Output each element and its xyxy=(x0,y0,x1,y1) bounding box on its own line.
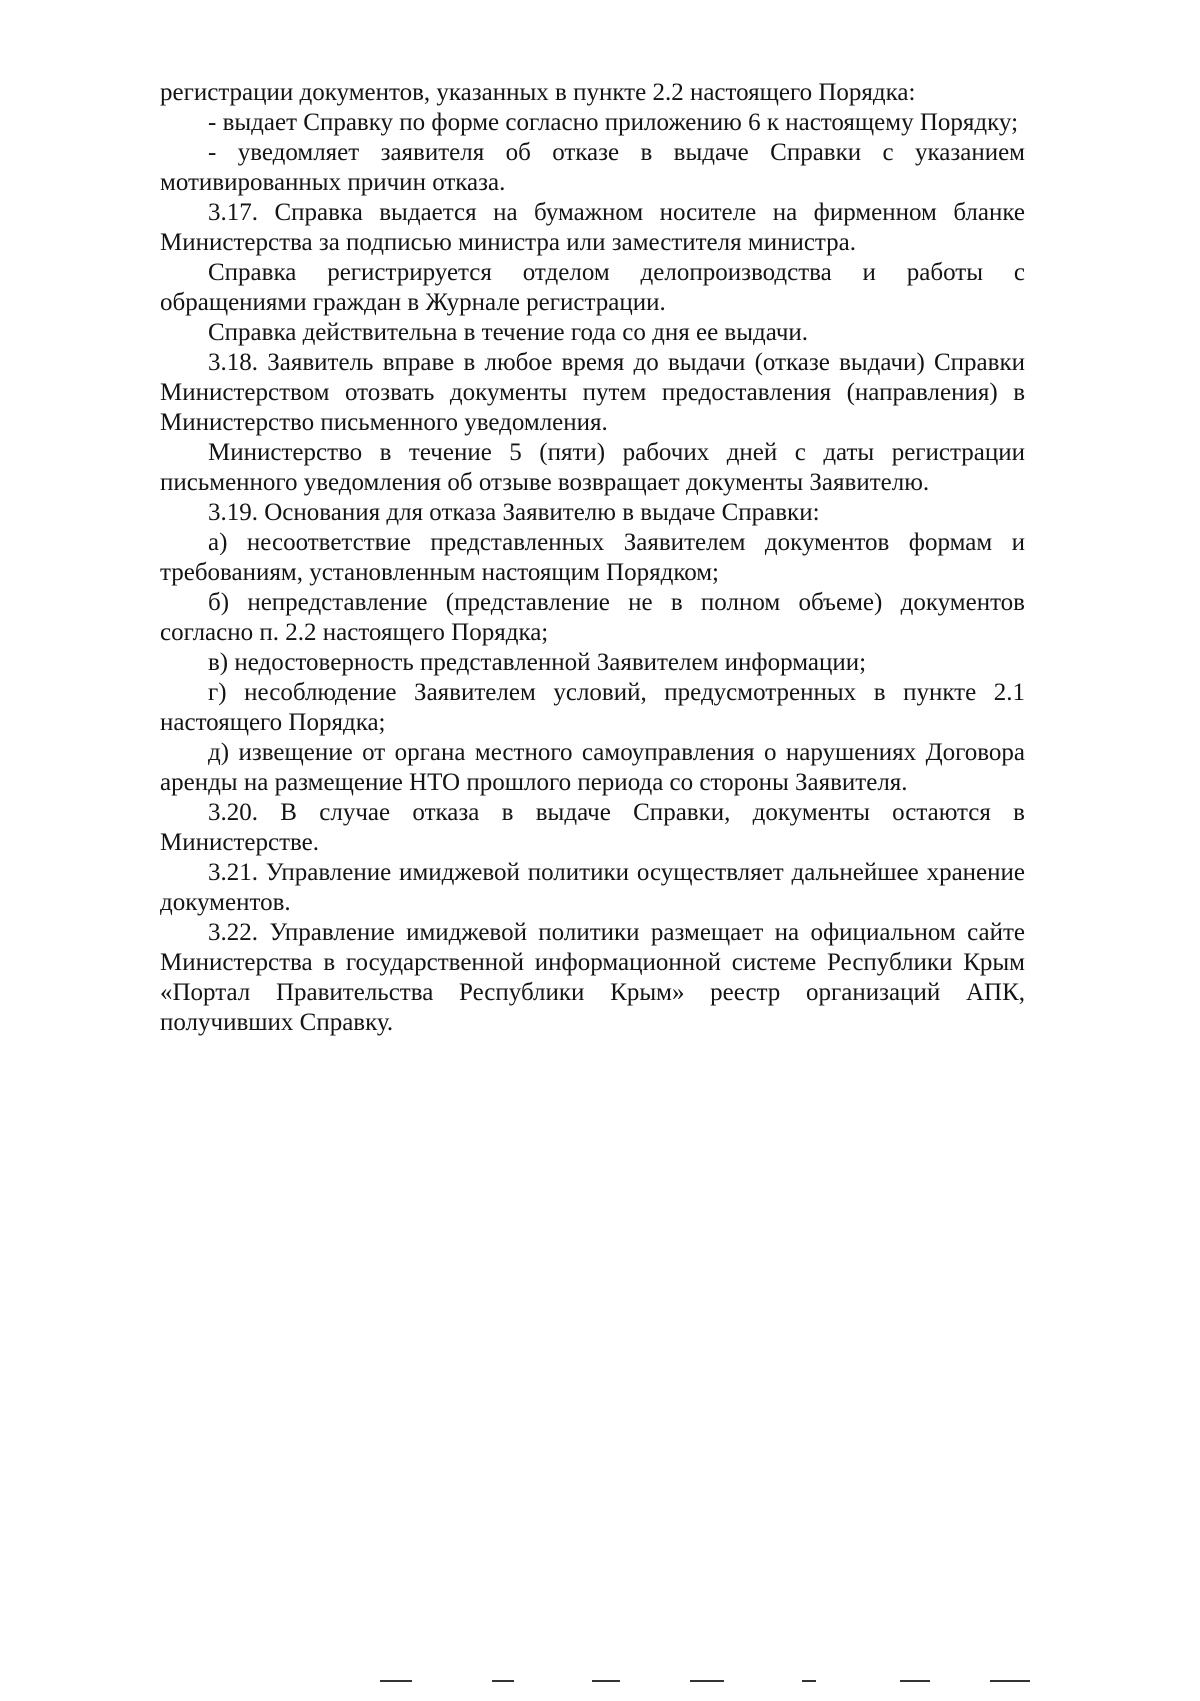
paragraph-item-d: д) извещение от органа местного самоуправления о нарушениях Договора аренды на размещение НТО прошлого периода со стороны Заявителя. xyxy=(160,739,1025,796)
paragraph-registration: Справка регистрируется отделом делопроизводства и работы с обращениями граждан в Журнале регистрации. xyxy=(160,259,1025,316)
paragraph-3-22: 3.22. Управление имиджевой политики размещает на официальном сайте Министерства в государственной информационной системе Республики Крым «Портал Правительства Республики Крым» реестр организаций АПК, получивших Справку. xyxy=(160,919,1025,1036)
paragraph-validity: Справка действительна в течение года со дня ее выдачи. xyxy=(208,319,809,346)
scan-edge-marks xyxy=(0,1680,1200,1684)
scan-mark xyxy=(380,1680,412,1682)
paragraph-3-18: 3.18. Заявитель вправе в любое время до выдачи (отказе выдачи) Справки Министерством отозвать документы путем предоставления (направления) в Министерство письменного уведомления. xyxy=(160,349,1025,436)
scan-mark xyxy=(690,1680,724,1682)
scan-mark xyxy=(492,1680,514,1682)
paragraph-notify-refusal: - уведомляет заявителя об отказе в выдаче Справки с указанием мотивированных причин отказа. xyxy=(160,139,1025,196)
paragraph-3-20: 3.20. В случае отказа в выдаче Справки, документы остаются в Министерстве. xyxy=(160,799,1025,856)
document-body xyxy=(160,78,1025,1038)
paragraph-issue-certificate: - выдает Справку по форме согласно приложению 6 к настоящему Порядку; xyxy=(208,109,1019,136)
scan-mark xyxy=(990,1680,1030,1682)
scan-mark xyxy=(802,1680,816,1682)
paragraph-continuation: регистрации документов, указанных в пункте 2.2 настоящего Порядка: xyxy=(160,79,916,106)
paragraph-return-documents: Министерство в течение 5 (пяти) рабочих дней с даты регистрации письменного уведомления об отзыве возвращает документы Заявителю. xyxy=(160,439,1025,496)
paragraph-item-a: а) несоответствие представленных Заявителем документов формам и требованиям, установленным настоящим Порядком; xyxy=(160,529,1025,586)
paragraph-item-v: в) недостоверность представленной Заявителем информации; xyxy=(208,649,867,676)
scan-mark xyxy=(900,1680,930,1682)
scan-mark xyxy=(592,1680,620,1682)
paragraph-item-b: б) непредставление (представление не в полном объеме) документов согласно п. 2.2 настоящего Порядка; xyxy=(160,589,1025,646)
paragraph-3-17: 3.17. Справка выдается на бумажном носителе на фирменном бланке Министерства за подписью министра или заместителя министра. xyxy=(160,199,1025,256)
paragraph-item-g: г) несоблюдение Заявителем условий, предусмотренных в пункте 2.1 настоящего Порядка; xyxy=(160,679,1025,736)
paragraph-3-19: 3.19. Основания для отказа Заявителю в выдаче Справки: xyxy=(208,499,820,526)
paragraph-3-21: 3.21. Управление имиджевой политики осуществляет дальнейшее хранение документов. xyxy=(160,859,1025,916)
